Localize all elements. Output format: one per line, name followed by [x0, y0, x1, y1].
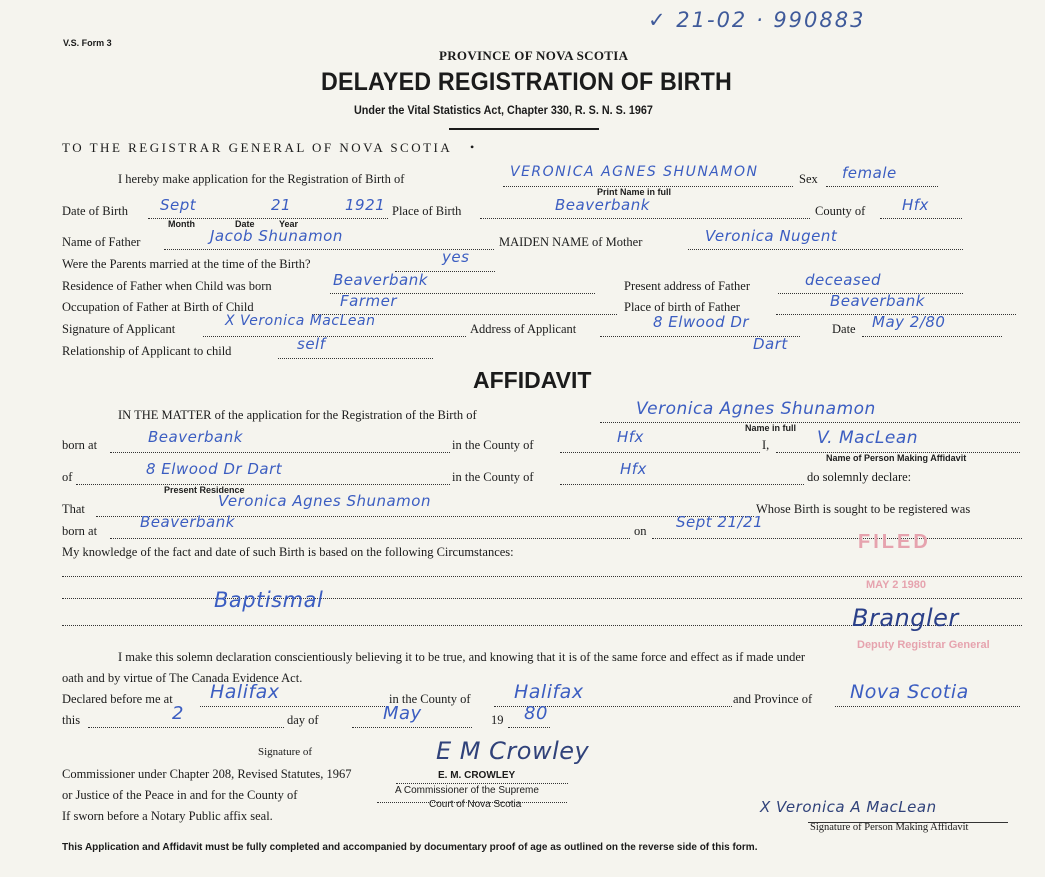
print-name-hint: Print Name in full [597, 187, 672, 197]
mother-label: MAIDEN NAME of Mother [499, 235, 643, 249]
declared-province-line [835, 706, 1020, 707]
county-label: County of [815, 204, 866, 218]
sex-label: Sex [799, 172, 818, 186]
notary-text: If sworn before a Notary Public affix seal. [62, 809, 273, 823]
sex-field: female [842, 164, 897, 182]
residence-field: Beaverbank [333, 271, 428, 289]
child-name-field: VERONICA AGNES SHUNAMON [510, 164, 759, 180]
place-label: Place of Birth [392, 204, 462, 218]
aff-county-label: in the County of [452, 438, 534, 452]
married-field: yes [442, 248, 470, 266]
signature-line [203, 336, 466, 337]
name-in-full-hint: Name in full [745, 423, 797, 433]
married-label: Were the Parents married at the time of the Birth? [62, 257, 311, 271]
date-line [862, 336, 1002, 337]
filed-date-stamp: MAY 2 1980 [866, 579, 926, 591]
aff-child-name-line [600, 422, 1020, 423]
declared-at-line [200, 706, 385, 707]
deponent-hint: Name of Person Making Affidavit [826, 453, 967, 463]
year-field: 80 [524, 703, 548, 724]
circumstance-line-1 [62, 576, 1022, 577]
occupation-label: Occupation of Father at Birth of Child [62, 300, 254, 314]
declared-at-field: Halifax [210, 681, 280, 703]
whose-birth-text: Whose Birth is sought to be registered was [756, 502, 971, 516]
filed-stamp: FILED [858, 531, 931, 553]
i-label: I, [762, 438, 770, 452]
circumstance-line-2 [62, 598, 1022, 599]
dob-year-field: 1921 [345, 196, 386, 214]
commissioner-text: Commissioner under Chapter 208, Revised Statutes, 1967 [62, 767, 352, 781]
dob-date-field: 21 [271, 196, 292, 214]
declare-text: do solemnly declare: [807, 470, 912, 484]
county-line [880, 218, 962, 219]
commissioner-title-2: Court of Nova Scotia [429, 799, 522, 810]
aff-child-name-field: Veronica Agnes Shunamon [636, 399, 876, 419]
form-number: V.S. Form 3 [63, 38, 112, 48]
footer-note: This Application and Affidavit must be fully completed and accompanied by documentary proof of age as outlined on the reverse side of this form. [62, 842, 758, 853]
on-date-line [652, 538, 1022, 539]
signature-of-label: Signature of [258, 746, 313, 758]
deponent-signature: X Veronica A MacLean [760, 798, 937, 816]
mother-field: Veronica Nugent [705, 227, 838, 245]
father-birthplace-field: Beaverbank [830, 292, 925, 310]
county-field: Hfx [902, 196, 929, 214]
born-at2-label: born at [62, 524, 98, 538]
on-label: on [634, 524, 647, 538]
month-field: May [383, 703, 422, 724]
page-title: DELAYED REGISTRATION OF BIRTH [321, 68, 733, 96]
applicant-address-continued: Dart [753, 335, 788, 353]
commissioner-line [396, 783, 568, 784]
father-birthplace-label: Place of birth of Father [624, 300, 740, 314]
bullet-mark: • [470, 140, 475, 154]
addressee: TO THE REGISTRAR GENERAL OF NOVA SCOTIA [62, 140, 453, 155]
application-date-field: May 2/80 [872, 313, 946, 331]
circumstance-field: Baptismal [214, 588, 324, 612]
dob-month-field: Sept [160, 196, 197, 214]
solemn-text-1: I make this solemn declaration conscientiously believing it to be true, and knowing that it is of the same force and effect as if made under [118, 650, 806, 664]
commissioner-name: E. M. CROWLEY [438, 770, 516, 781]
sex-line [826, 186, 938, 187]
aff-residence-field: 8 Elwood Dr Dart [146, 460, 283, 478]
file-number: ✓ 21-02 · 990883 [648, 8, 866, 32]
place-line [480, 218, 810, 219]
date-label: Date [832, 322, 856, 336]
born-at2-line [110, 538, 630, 539]
relationship-line [278, 358, 433, 359]
title-rule [449, 128, 599, 130]
deponent-signature-label: Signature of Person Making Affidavit [810, 822, 969, 833]
relationship-field: self [297, 335, 326, 353]
born-at-line [110, 452, 450, 453]
affidavit-heading: AFFIDAVIT [473, 367, 592, 393]
commissioner-signature: E M Crowley [436, 737, 590, 765]
year-line [508, 727, 550, 728]
father-label: Name of Father [62, 235, 141, 249]
day-field: 2 [172, 703, 184, 724]
born-at-field: Beaverbank [148, 428, 243, 446]
day-line [88, 727, 284, 728]
on-date-field: Sept 21/21 [676, 513, 764, 531]
born-at2-field: Beaverbank [140, 513, 235, 531]
declared-province-field: Nova Scotia [850, 681, 969, 703]
aff-county-field: Hfx [617, 428, 644, 446]
year-hint: Year [279, 219, 299, 229]
occupation-field: Farmer [340, 292, 397, 310]
aff-county2-field: Hfx [620, 460, 647, 478]
declared-label: Declared before me at [62, 692, 173, 706]
aff-county2-label: in the County of [452, 470, 534, 484]
province-label: and Province of [733, 692, 813, 706]
knowledge-text: My knowledge of the fact and date of such Birth is based on the following Circumstances: [62, 545, 514, 559]
declared-county-field: Halifax [514, 681, 584, 703]
date-hint: Date [235, 219, 255, 229]
in-county-label: in the County of [389, 692, 471, 706]
month-line [352, 727, 472, 728]
registrar-signature: Brangler [852, 604, 959, 632]
intro-text: I hereby make application for the Registration of Birth of [118, 172, 405, 186]
present-residence-hint: Present Residence [164, 485, 245, 495]
applicant-address-label: Address of Applicant [470, 322, 577, 336]
subtitle: Under the Vital Statistics Act, Chapter 330, R. S. N. S. 1967 [354, 103, 653, 117]
applicant-address-field: 8 Elwood Dr [653, 313, 750, 331]
born-at-label: born at [62, 438, 98, 452]
dob-label: Date of Birth [62, 204, 128, 218]
commissioner-title-1: A Commissioner of the Supreme [395, 785, 539, 796]
residence-line-aff [76, 484, 450, 485]
this-label: this [62, 713, 81, 727]
aff-county-line [560, 452, 760, 453]
month-hint: Month [168, 219, 195, 229]
day-of-label: day of [287, 713, 319, 727]
solemn-text-2: oath and by virtue of The Canada Evidence Act. [62, 671, 303, 685]
place-field: Beaverbank [555, 196, 650, 214]
aff-county2-line [560, 484, 804, 485]
of-label: of [62, 470, 73, 484]
signature-label: Signature of Applicant [62, 322, 176, 336]
that-name-field: Veronica Agnes Shunamon [218, 492, 431, 510]
mother-line [688, 249, 963, 250]
deputy-registrar-stamp: Deputy Registrar General [857, 639, 990, 651]
deponent-name-field: V. MacLean [817, 428, 919, 448]
province-heading: PROVINCE OF NOVA SCOTIA [439, 48, 629, 63]
applicant-signature: X Veronica MacLean [225, 313, 376, 329]
present-address-label: Present address of Father [624, 279, 751, 293]
present-address-field: deceased [805, 271, 881, 289]
year-prefix: 19 [491, 713, 504, 727]
relationship-label: Relationship of Applicant to child [62, 344, 232, 358]
residence-label: Residence of Father when Child was born [62, 279, 272, 293]
matter-text: IN THE MATTER of the application for the Registration of the Birth of [118, 408, 477, 422]
father-field: Jacob Shunamon [210, 227, 343, 245]
justice-text: or Justice of the Peace in and for the County of [62, 788, 298, 802]
that-label: That [62, 502, 85, 516]
